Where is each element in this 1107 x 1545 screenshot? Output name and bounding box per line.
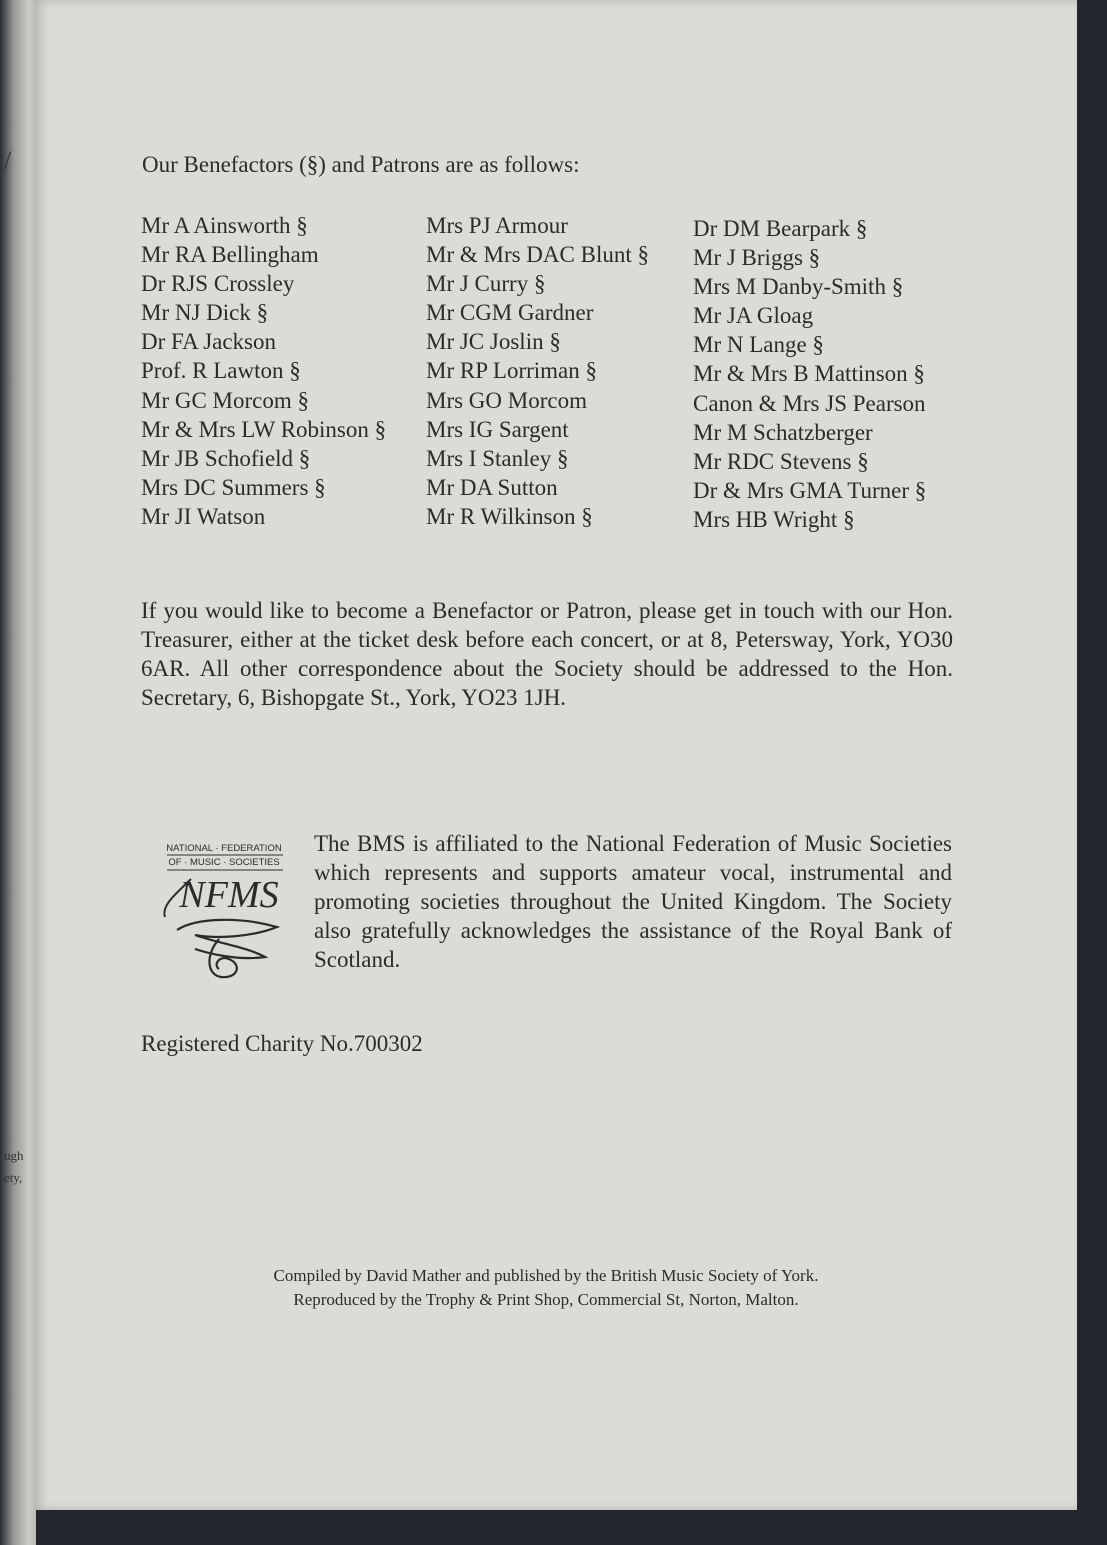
patron-name: Mrs HB Wright §: [693, 506, 855, 532]
patron-name: Mr JC Joslin §: [426, 329, 561, 355]
patron-name: Mr A Ainsworth §: [141, 213, 308, 238]
patron-column-1: [141, 211, 386, 531]
nfms-logo: [157, 835, 292, 990]
facing-page-fragment-1: ugh: [4, 1148, 24, 1163]
patron-name: Mr JA Gloag: [693, 303, 814, 329]
patron-name: Dr FA Jackson: [141, 329, 277, 355]
patron-name: Mr NJ Dick §: [141, 300, 269, 326]
facing-page-edge: [0, 0, 36, 1545]
contact-paragraph: If you would like to become a Benefactor or Patron, please get in touch with our Hon. Treasurer, either at the ticket desk before each concert, or at 8, Petersway, York, YO30 6AR. All other correspondence about the Society should be addressed to the Hon. Secretary, 6, Bishopgate St., York, YO23 1JH.: [141, 598, 953, 710]
patron-name: Mr GC Morcom §: [141, 387, 310, 413]
patron-column-2: [426, 211, 649, 531]
patron-name: Mrs IG Sargent: [426, 416, 569, 442]
patron-name: Mr RDC Stevens §: [693, 448, 869, 474]
credits: [141, 1264, 951, 1312]
patron-name: Mrs PJ Armour: [426, 213, 568, 238]
patron-name: Mr RA Bellingham: [141, 242, 319, 268]
logo-monogram: NFMS: [179, 874, 279, 916]
patron-name: Dr & Mrs GMA Turner §: [693, 477, 927, 503]
logo-flourish-scroll: [177, 920, 277, 958]
patron-name: Mr JI Watson: [141, 503, 266, 529]
logo-line-2: OF · MUSIC · SOCIETIES: [168, 857, 280, 868]
patron-column-3: [693, 214, 926, 534]
patron-name: Prof. R Lawton §: [141, 358, 301, 384]
patron-name: Mr J Curry §: [426, 271, 546, 297]
patron-name: Mr & Mrs DAC Blunt §: [426, 242, 649, 268]
patron-name: Mrs I Stanley §: [426, 445, 569, 471]
patron-name: Mr CGM Gardner: [426, 300, 594, 326]
patron-name: Mr DA Sutton: [426, 474, 558, 500]
patron-name: Mr & Mrs LW Robinson §: [141, 416, 387, 442]
patron-name: Canon & Mrs JS Pearson: [693, 390, 926, 416]
patron-name: Mr RP Lorriman §: [426, 358, 597, 384]
patron-name: Mr M Schatzberger: [693, 419, 873, 445]
facing-page-fragment-2: ety,: [4, 1170, 23, 1185]
patron-name: Mr N Lange §: [693, 332, 824, 358]
patron-name: Mr R Wilkinson §: [426, 503, 593, 529]
patron-name: Mrs DC Summers §: [141, 474, 326, 500]
patron-name: Mr & Mrs B Mattinson §: [693, 361, 925, 387]
affiliation-paragraph: The BMS is affiliated to the National Federation of Music Societies which represents and supports amateur vocal, instrumental and promoting societies throughout the United Kingdom. The Society also gratefully acknowledges the assistance of the Royal Bank of Scotland.: [314, 831, 952, 972]
patron-name: Mr JB Schofield §: [141, 445, 311, 471]
charity-number: Registered Charity No.700302: [141, 1031, 423, 1056]
facing-page-fragment-top: /: [4, 146, 12, 175]
patron-name: Mr J Briggs §: [693, 245, 821, 271]
credits-line-1: Compiled by David Mather and published by the British Music Society of York.: [273, 1266, 819, 1285]
nfms-logo-graphic: [157, 835, 292, 990]
patron-name: Mrs GO Morcom: [426, 387, 587, 413]
patron-name: Dr DM Bearpark §: [693, 216, 868, 241]
patron-name: Dr RJS Crossley: [141, 271, 295, 297]
credits-line-2: Reproduced by the Trophy & Print Shop, Commercial St, Norton, Malton.: [293, 1290, 799, 1309]
benefactors-intro: Our Benefactors (§) and Patrons are as follows:: [142, 152, 580, 177]
logo-line-1: NATIONAL · FEDERATION: [166, 843, 282, 854]
patron-name: Mrs M Danby-Smith §: [693, 274, 904, 300]
